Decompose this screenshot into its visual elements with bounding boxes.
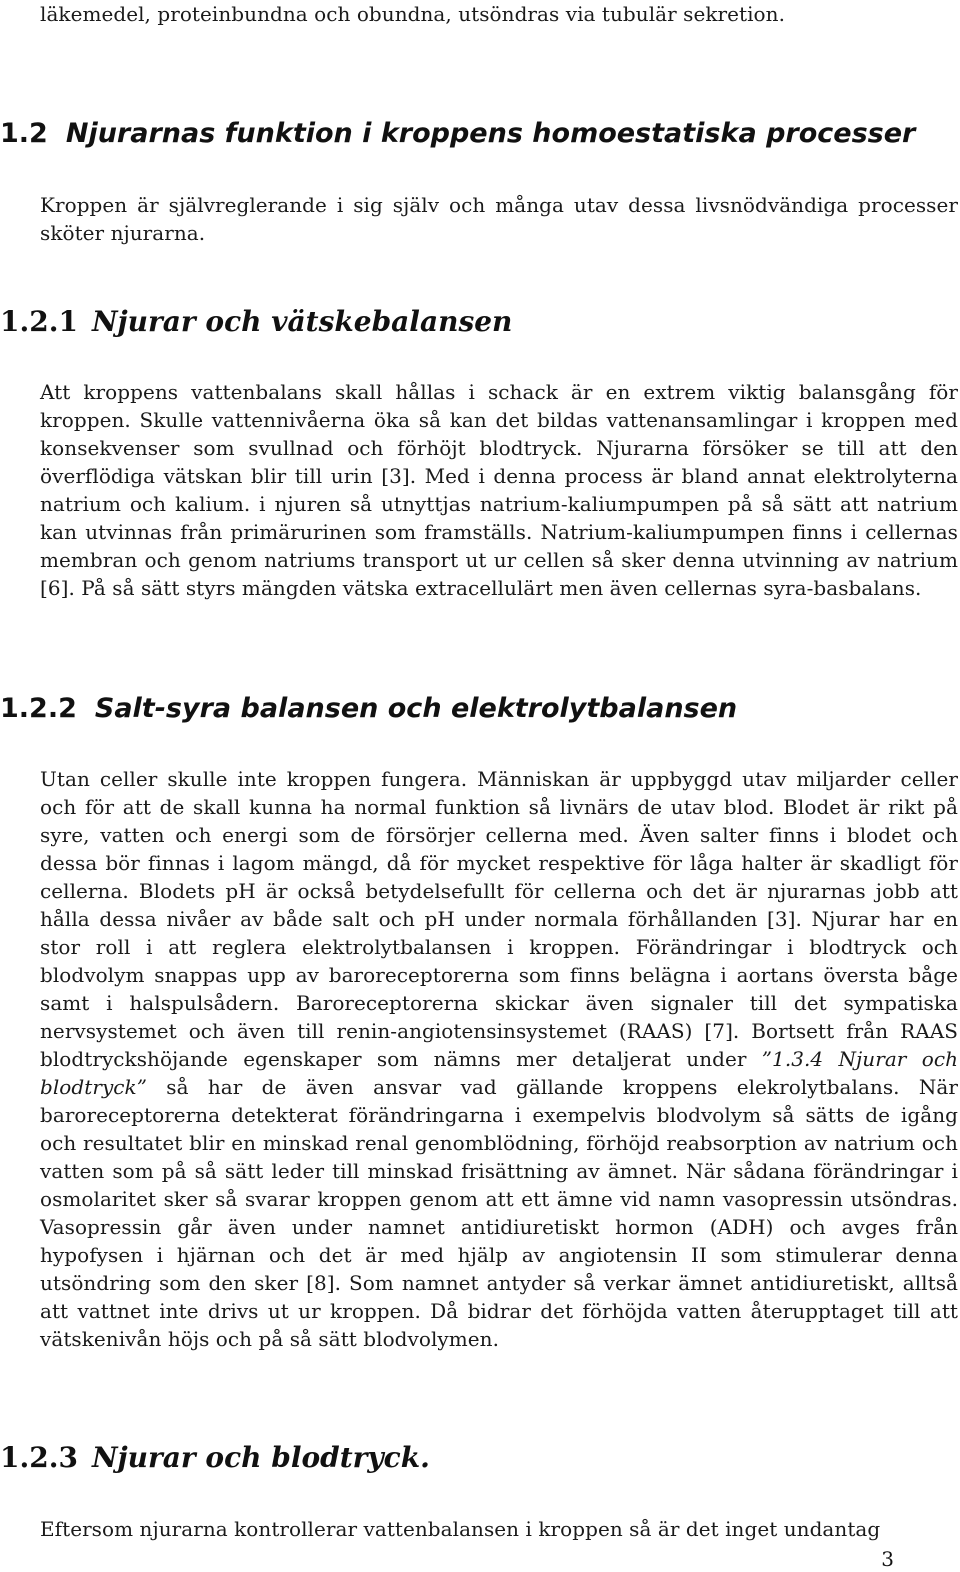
- paragraph-1-2-1: Att kroppens vattenbalans skall hållas i schack är en extrem viktig balansgång för kroppen. Skulle vattennivåerna öka så kan det bildas vattenansamlingar i kroppen med konsekvenser som svullnad och förhöjt blodtryck. Njurarna försöker se till att den överflödiga vätskan blir till urin [3]. Med i denna process är bland annat elektrolyterna natrium och kalium. i njuren så utnyttjas natrium-kaliumpumpen på så sätt att natrium kan utvinnas från primärurinen som framställs. Natrium-kaliumpumpen finns i cellernas membran och genom natriums transport ut ur cellen så sker denna utvinning av natrium [6]. På så sätt styrs mängden vätska extracellulärt men även cellernas syra-basbalans.: [40, 380, 958, 600]
- heading-1-2-1: [0, 305, 512, 338]
- heading-number: 1.2.3: [0, 1441, 78, 1474]
- heading-number: 1.2.2: [0, 693, 77, 724]
- heading-title: Njurar och blodtryck.: [91, 1441, 430, 1474]
- heading-1-2-3: [0, 1441, 430, 1474]
- heading-title: Njurarnas funktion i kroppens homoestatiska processer: [65, 118, 916, 149]
- heading-1-2-2: [0, 693, 737, 724]
- paragraph-fragment-top: läkemedel, proteinbundna och obundna, utsöndras via tubulär sekretion.: [40, 2, 785, 26]
- heading-number: 1.2: [0, 118, 48, 149]
- paragraph-text: Utan celler skulle inte kroppen fungera. Människan är uppbyggd utav miljarder celler och för att de skall kunna ha normal funktion så livnärs de utav blod. Blodet är rikt på syre, vatten och energi som de försörjer cellerna med. Även salter finns i blodet och dessa bör finnas i lagom mängd, då för mycket respektive för låga halter är skadligt för cellerna. Blodets pH är också betydelsefullt för cellerna och det är njurarnas jobb att hålla dessa nivåer av både salt och pH under normala förhållanden [3]. Njurar har en stor roll i att reglera elektrolytbalansen i kroppen. Förändringar i blodtryck och blodvolym snappas upp av baroreceptorerna som finns belägna i aortans översta båge samt i halspulsådern. Baroreceptorerna skickar även signaler till det sympatiska nervsystemet och även till renin-angiotensinsystemet (RAAS) [7]. Bortsett från RAAS blodtryckshöjande egenskaper som nämns mer detaljerat under: [40, 767, 958, 1071]
- paragraph-1-2-2: [40, 765, 958, 1353]
- heading-1-2: [0, 118, 915, 149]
- paragraph-text: så har de även ansvar vad gällande kroppens elekrolytbalans. När baroreceptorerna detekterat förändringarna i exempelvis blodvolym så sätts de igång och resultatet blir en minskad renal genomblödning, förhöjd reabsorption av natrium och vatten som på så sätt leder till minskad frisättning av ämnet. När sådana förändringar i osmolaritet sker så svarar kroppen genom att ett ämne vid namn vasopressin utsöndras. Vasopressin går även under namnet antidiuretiskt hormon (ADH) och avges från hypofysen i hjärnan och det är med hjälp av angiotensin II som stimulerar denna utsöndring som den sker [8]. Som namnet antyder så verkar ämnet antidiuretiskt, alltså att vattnet inte drivs ut ur kroppen. Då bidrar det förhöjda vatten återupptaget till att vätskenivån höjs och på så sätt blodvolymen.: [40, 1075, 958, 1351]
- paragraph-1-2-3-start: Eftersom njurarna kontrollerar vattenbalansen i kroppen så är det inget undantag: [40, 1517, 881, 1541]
- section-reference: ”1.3.4 Njurar och blodtryck”: [40, 1047, 958, 1099]
- heading-title: Njurar och vätskebalansen: [91, 305, 513, 338]
- heading-title: Salt-syra balansen och elektrolytbalansen: [94, 693, 738, 724]
- page-number: 3: [881, 1547, 894, 1571]
- paragraph-1-2: Kroppen är självreglerande i sig själv och många utav dessa livsnödvändiga processer sköter njurarna.: [40, 193, 958, 245]
- heading-number: 1.2.1: [0, 305, 78, 338]
